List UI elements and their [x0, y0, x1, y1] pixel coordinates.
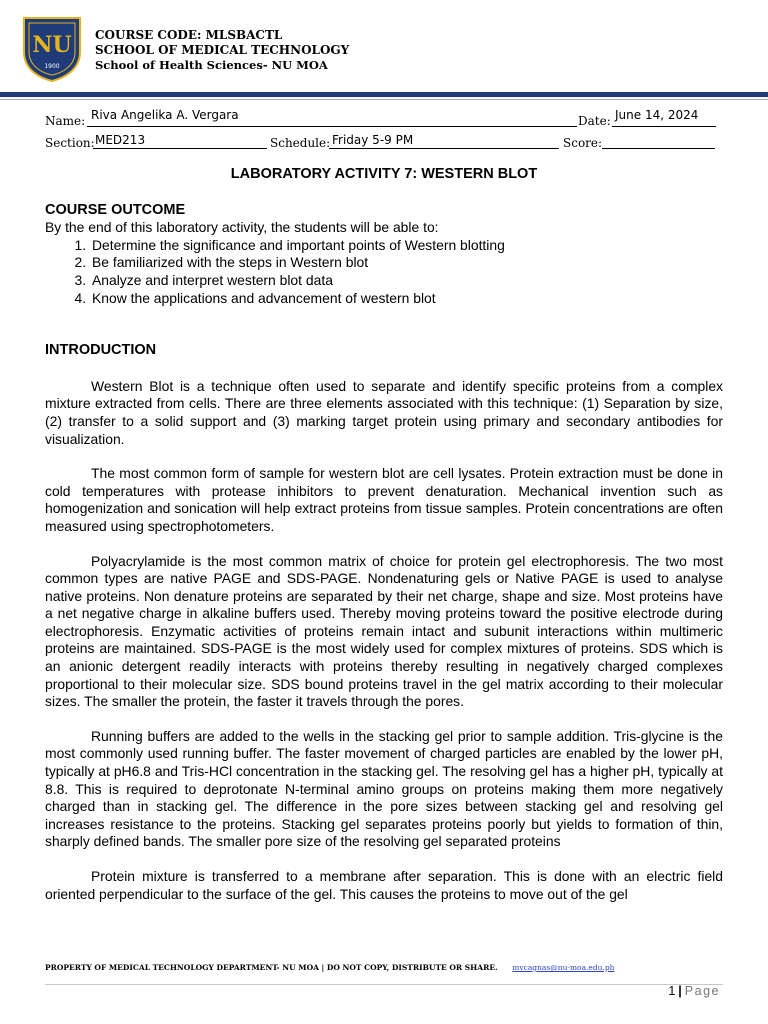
date-field[interactable]: June 14, 2024	[615, 108, 699, 122]
schedule-label: Schedule:	[270, 136, 331, 150]
outcome-intro: By the end of this laboratory activity, the students will be able to:	[45, 219, 439, 236]
name-field[interactable]: Riva Angelika A. Vergara	[91, 108, 239, 122]
outcome-heading: COURSE OUTCOME	[45, 201, 186, 218]
page-number	[668, 984, 720, 998]
course-code: COURSE CODE: MLSBACTL	[95, 28, 283, 42]
page-number-value: 1	[668, 984, 676, 998]
intro-heading: INTRODUCTION	[45, 342, 157, 359]
outcome-item: 3. Analyze and interpret western blot data	[90, 272, 723, 290]
intro-paragraph: Western Blot is a technique often used to separate and identify specific proteins from a complex mixture extracted from cells. There are three elements associated with this technique: (1) Separation by size, (2) transfer to a solid support and (3) marking target protein using primary and secondary antibodies for visualization.	[45, 377, 723, 447]
intro-paragraph: Running buffers are added to the wells in the stacking gel prior to sample addition. Tris-glycine is the most commonly used running buffer. The faster movement of charged particles are enabled by the lower pH, typically at pH6.8 and Tris-HCl concentration in the stacking gel. The resolving gel has a higher pH, typically at 8.8. This is required to deprotonate N-terminal amino groups on proteins making them more negatively charged than in stacking gel. The difference in the pore sizes between stacking gel and resolving gel increases resistance to the proteins. Stacking gel separates proteins poorly but yields to formation of thin, sharply defined bands. The smaller pore size of the resolving gel separated proteins	[45, 727, 723, 850]
header-rule-thin	[0, 99, 768, 100]
section-field[interactable]: MED213	[95, 133, 146, 147]
school-name: SCHOOL OF MEDICAL TECHNOLOGY	[95, 43, 350, 57]
intro-paragraph: The most common form of sample for western blot are cell lysates. Protein extraction must be done in cold temperatures with protease inhibitors to prevent denaturation. Mechanical invention such as homogenization and sonication will help extract proteins from tissue samples. Protein concentrations are often measured using spectrophotometers.	[45, 465, 723, 534]
footer-notice	[45, 963, 615, 972]
schedule-field[interactable]: Friday 5-9 PM	[332, 133, 414, 147]
outcome-item: 4. Know the applications and advancement of western blot	[90, 290, 723, 308]
intro-paragraph: Polyacrylamide is the most common matrix of choice for protein gel electrophoresis. The two most common types are native PAGE and SDS-PAGE. Nondenaturing gels or Native PAGE is used to analyse native proteins. Non denature proteins are separated by their net charge, shape and size. Most proteins have a net negative charge in alkaline buffers used. Thereby moving proteins toward the positive electrode during electrophoresis. Enzymatic activities of proteins remain intact and subunit interactions within multimeric proteins are maintained. SDS-PAGE is the most widely used for complex mixtures of proteins. SDS which is an anionic detergent readily interacts with proteins thereby resulting in negatively charged complexes proportional to their molecular size. SDS bound proteins travel in the gel matrix according to their molecular sizes. The smaller the protein, the faster it travels through the pores.	[45, 552, 723, 710]
school-subtitle: School of Health Sciences- NU MOA	[95, 58, 328, 72]
outcome-item: 1. Determine the significance and important points of Western blotting	[90, 237, 723, 255]
document-body	[45, 166, 723, 903]
score-line	[602, 148, 715, 149]
activity-title: LABORATORY ACTIVITY 7: WESTERN BLOT	[230, 166, 538, 182]
name-line	[87, 126, 577, 127]
footer-notice-text: PROPERTY OF MEDICAL TECHNOLOGY DEPARTMENT- NU MOA | DO NOT COPY, DISTRIBUTE OR SHARE.	[45, 963, 498, 972]
student-info-form	[45, 108, 725, 152]
date-label: Date:	[578, 114, 611, 128]
name-label: Name:	[45, 114, 86, 128]
schedule-line	[329, 148, 559, 149]
score-label: Score:	[563, 136, 603, 150]
document-header	[0, 0, 768, 100]
intro-paragraph: Protein mixture is transferred to a membrane after separation. This is done with an electric field oriented perpendicular to the surface of the gel. This causes the proteins to move out of the gel	[45, 868, 723, 902]
page-label: Page	[684, 984, 720, 998]
nu-seal-logo	[20, 12, 84, 82]
footer-email-link[interactable]: mvcagnas@nu-moa.edu.ph	[512, 963, 615, 972]
footer-rule	[45, 984, 723, 985]
date-line	[612, 126, 716, 127]
section-label: Section:	[45, 136, 95, 150]
outcome-item: 2. Be familiarized with the steps in Western blot	[90, 254, 723, 272]
header-rule	[0, 92, 768, 97]
logo-year: 1900	[44, 63, 60, 70]
logo-monogram: NU	[32, 32, 72, 58]
page-separator: |	[678, 984, 682, 998]
outcome-list	[45, 237, 723, 307]
section-line	[93, 148, 267, 149]
